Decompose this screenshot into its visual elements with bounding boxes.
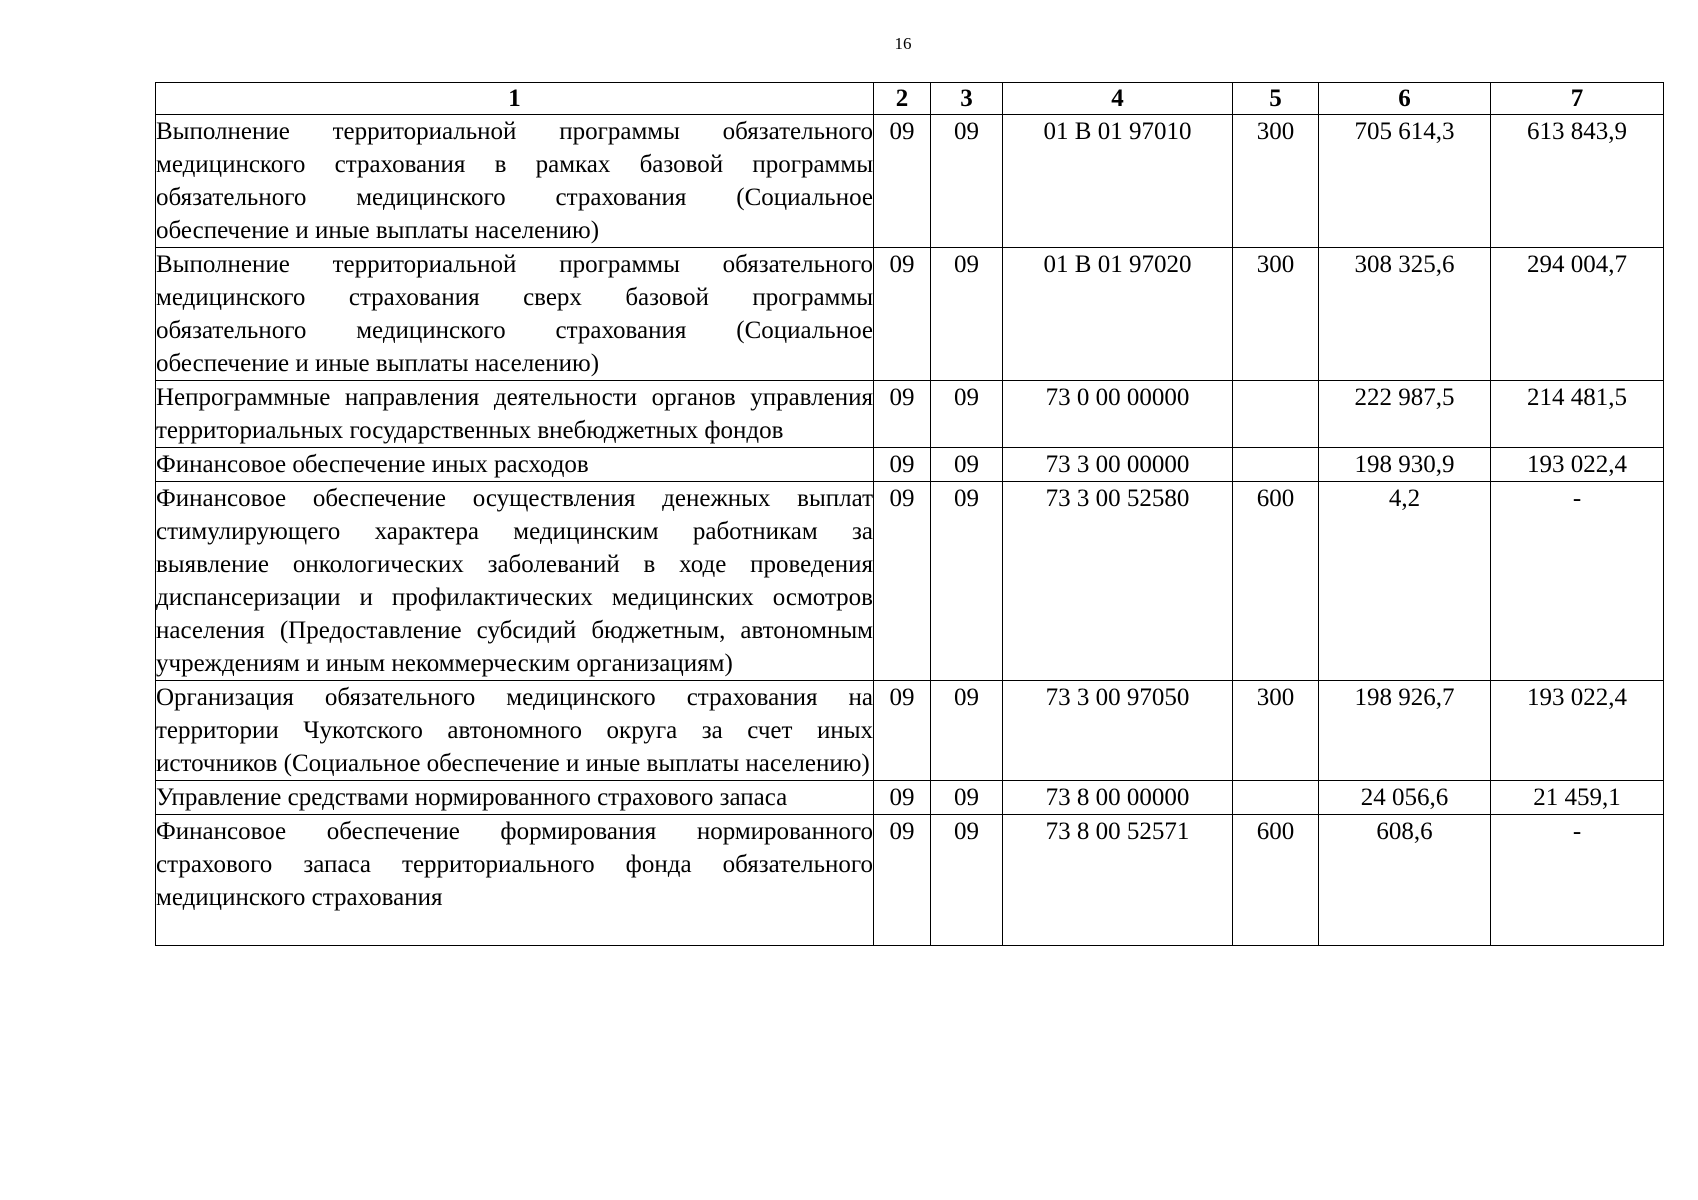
row-name: Непрограммные направления деятельности органов управления территориальных государственных внебюджетных фондов bbox=[156, 381, 874, 448]
column-header: 1 bbox=[156, 83, 874, 115]
expense-type-code: 300 bbox=[1233, 681, 1319, 781]
row-name: Выполнение территориальной программы обязательного медицинского страхования в рамках базовой программы обязательного медицинского страхования (Социальное обеспечение и иные выплаты населению) bbox=[156, 115, 874, 248]
target-article-code: 01 В 01 97010 bbox=[1003, 115, 1233, 248]
column-header: 5 bbox=[1233, 83, 1319, 115]
header-row bbox=[156, 83, 1664, 115]
amount-col7: 214 481,5 bbox=[1491, 381, 1664, 448]
amount-col7: 294 004,7 bbox=[1491, 248, 1664, 381]
subsection-code: 09 bbox=[931, 681, 1003, 781]
amount-col7: - bbox=[1491, 815, 1664, 946]
column-header: 6 bbox=[1319, 83, 1491, 115]
section-code: 09 bbox=[874, 815, 931, 946]
row-name: Финансовое обеспечение осуществления денежных выплат стимулирующего характера медицинским работникам за выявление онкологических заболеваний в ходе проведения диспансеризации и профилактических медицинских осмотров населения (Предоставление субсидий бюджетным, автономным учреждениям и иным некоммерческим организациям) bbox=[156, 482, 874, 681]
table-row bbox=[156, 115, 1664, 248]
row-name: Организация обязательного медицинского страхования на территории Чукотского автономного округа за счет иных источников (Социальное обеспечение и иные выплаты населению) bbox=[156, 681, 874, 781]
table-row bbox=[156, 815, 1664, 946]
target-article-code: 73 0 00 00000 bbox=[1003, 381, 1233, 448]
amount-col7: 193 022,4 bbox=[1491, 448, 1664, 482]
column-header: 2 bbox=[874, 83, 931, 115]
column-header: 3 bbox=[931, 83, 1003, 115]
expense-type-code bbox=[1233, 781, 1319, 815]
budget-table bbox=[155, 82, 1664, 946]
section-code: 09 bbox=[874, 448, 931, 482]
amount-col6: 24 056,6 bbox=[1319, 781, 1491, 815]
section-code: 09 bbox=[874, 115, 931, 248]
row-name: Финансовое обеспечение формирования нормированного страхового запаса территориального фонда обязательного медицинского страхования bbox=[156, 815, 874, 946]
expense-type-code bbox=[1233, 381, 1319, 448]
subsection-code: 09 bbox=[931, 248, 1003, 381]
subsection-code: 09 bbox=[931, 381, 1003, 448]
subsection-code: 09 bbox=[931, 482, 1003, 681]
target-article-code: 01 В 01 97020 bbox=[1003, 248, 1233, 381]
expense-type-code: 300 bbox=[1233, 115, 1319, 248]
page-number: 16 bbox=[894, 34, 912, 53]
column-header: 7 bbox=[1491, 83, 1664, 115]
table-row bbox=[156, 381, 1664, 448]
row-name: Финансовое обеспечение иных расходов bbox=[156, 448, 874, 482]
row-name: Выполнение территориальной программы обязательного медицинского страхования сверх базовой программы обязательного медицинского страхования (Социальное обеспечение и иные выплаты населению) bbox=[156, 248, 874, 381]
amount-col7: 21 459,1 bbox=[1491, 781, 1664, 815]
amount-col6: 198 930,9 bbox=[1319, 448, 1491, 482]
section-code: 09 bbox=[874, 248, 931, 381]
amount-col7: 193 022,4 bbox=[1491, 681, 1664, 781]
table-row bbox=[156, 681, 1664, 781]
target-article-code: 73 8 00 00000 bbox=[1003, 781, 1233, 815]
expense-type-code bbox=[1233, 448, 1319, 482]
subsection-code: 09 bbox=[931, 815, 1003, 946]
section-code: 09 bbox=[874, 681, 931, 781]
section-code: 09 bbox=[874, 482, 931, 681]
section-code: 09 bbox=[874, 781, 931, 815]
target-article-code: 73 3 00 97050 bbox=[1003, 681, 1233, 781]
section-code: 09 bbox=[874, 381, 931, 448]
table-row bbox=[156, 248, 1664, 381]
amount-col6: 308 325,6 bbox=[1319, 248, 1491, 381]
subsection-code: 09 bbox=[931, 115, 1003, 248]
amount-col6: 4,2 bbox=[1319, 482, 1491, 681]
row-name: Управление средствами нормированного страхового запаса bbox=[156, 781, 874, 815]
target-article-code: 73 3 00 00000 bbox=[1003, 448, 1233, 482]
table-row bbox=[156, 781, 1664, 815]
target-article-code: 73 3 00 52580 bbox=[1003, 482, 1233, 681]
amount-col7: 613 843,9 bbox=[1491, 115, 1664, 248]
column-header: 4 bbox=[1003, 83, 1233, 115]
expense-type-code: 600 bbox=[1233, 815, 1319, 946]
amount-col7: - bbox=[1491, 482, 1664, 681]
table-row bbox=[156, 482, 1664, 681]
expense-type-code: 300 bbox=[1233, 248, 1319, 381]
amount-col6: 222 987,5 bbox=[1319, 381, 1491, 448]
amount-col6: 705 614,3 bbox=[1319, 115, 1491, 248]
subsection-code: 09 bbox=[931, 448, 1003, 482]
amount-col6: 198 926,7 bbox=[1319, 681, 1491, 781]
target-article-code: 73 8 00 52571 bbox=[1003, 815, 1233, 946]
table-row bbox=[156, 448, 1664, 482]
amount-col6: 608,6 bbox=[1319, 815, 1491, 946]
subsection-code: 09 bbox=[931, 781, 1003, 815]
expense-type-code: 600 bbox=[1233, 482, 1319, 681]
